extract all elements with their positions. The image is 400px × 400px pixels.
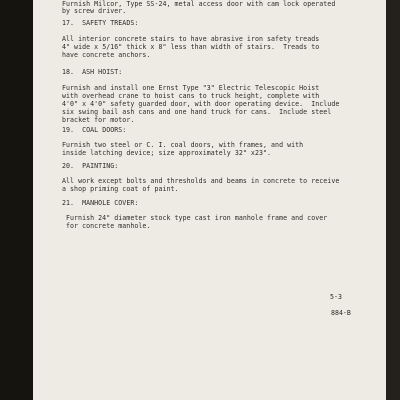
body-text-line: have concrete anchors.: [62, 51, 151, 59]
document-code: 884-B: [331, 309, 351, 317]
section-heading: 18. ASH HOIST:: [62, 68, 123, 76]
section-heading: 20. PAINTING:: [62, 162, 119, 170]
body-text-line: by screw driver.: [62, 7, 127, 15]
body-text-line: 4" wide x 5/16" thick x 8" less than width of stairs. Treads to: [62, 43, 320, 51]
scan-right-edge: [386, 0, 400, 400]
body-text-line: inside latching device; size approximately 32" x23".: [62, 149, 272, 157]
body-text-line: 4'0" x 4'0" safety guarded door, with door operating device. Include: [62, 100, 340, 108]
body-text-line: Furnish and install one Ernst Type "3" Electric Telescopic Hoist: [62, 84, 320, 92]
section-heading: 17. SAFETY TREADS:: [62, 19, 139, 27]
body-text-line: Furnish 24" diameter stock type cast iron manhole frame and cover: [66, 214, 328, 222]
body-text-line: with overhead crane to hoist cans to truck height, complete with: [62, 92, 320, 100]
body-text-line: bracket for motor.: [62, 116, 135, 124]
section-heading: 19. COAL DOORS:: [62, 126, 127, 134]
body-text-line: a shop priming coat of paint.: [62, 185, 179, 193]
body-text-line: Furnish Milcor, Type SS-24, metal access door with cam lock operated: [62, 0, 336, 8]
body-text-line: All work except bolts and thresholds and beams in concrete to receive: [62, 177, 340, 185]
body-text-line: Furnish two steel or C. I. coal doors, with frames, and with: [62, 141, 304, 149]
page-number: 5-3: [330, 293, 342, 301]
document-page: [33, 0, 386, 400]
scan-left-edge: [0, 0, 33, 400]
body-text-line: for concrete manhole.: [66, 222, 151, 230]
body-text-line: six swing bail ash cans and one hand truck for cans. Include steel: [62, 108, 332, 116]
body-text-line: All interior concrete stairs to have abrasive iron safety treads: [62, 35, 320, 43]
section-heading: 21. MANHOLE COVER:: [62, 199, 139, 207]
